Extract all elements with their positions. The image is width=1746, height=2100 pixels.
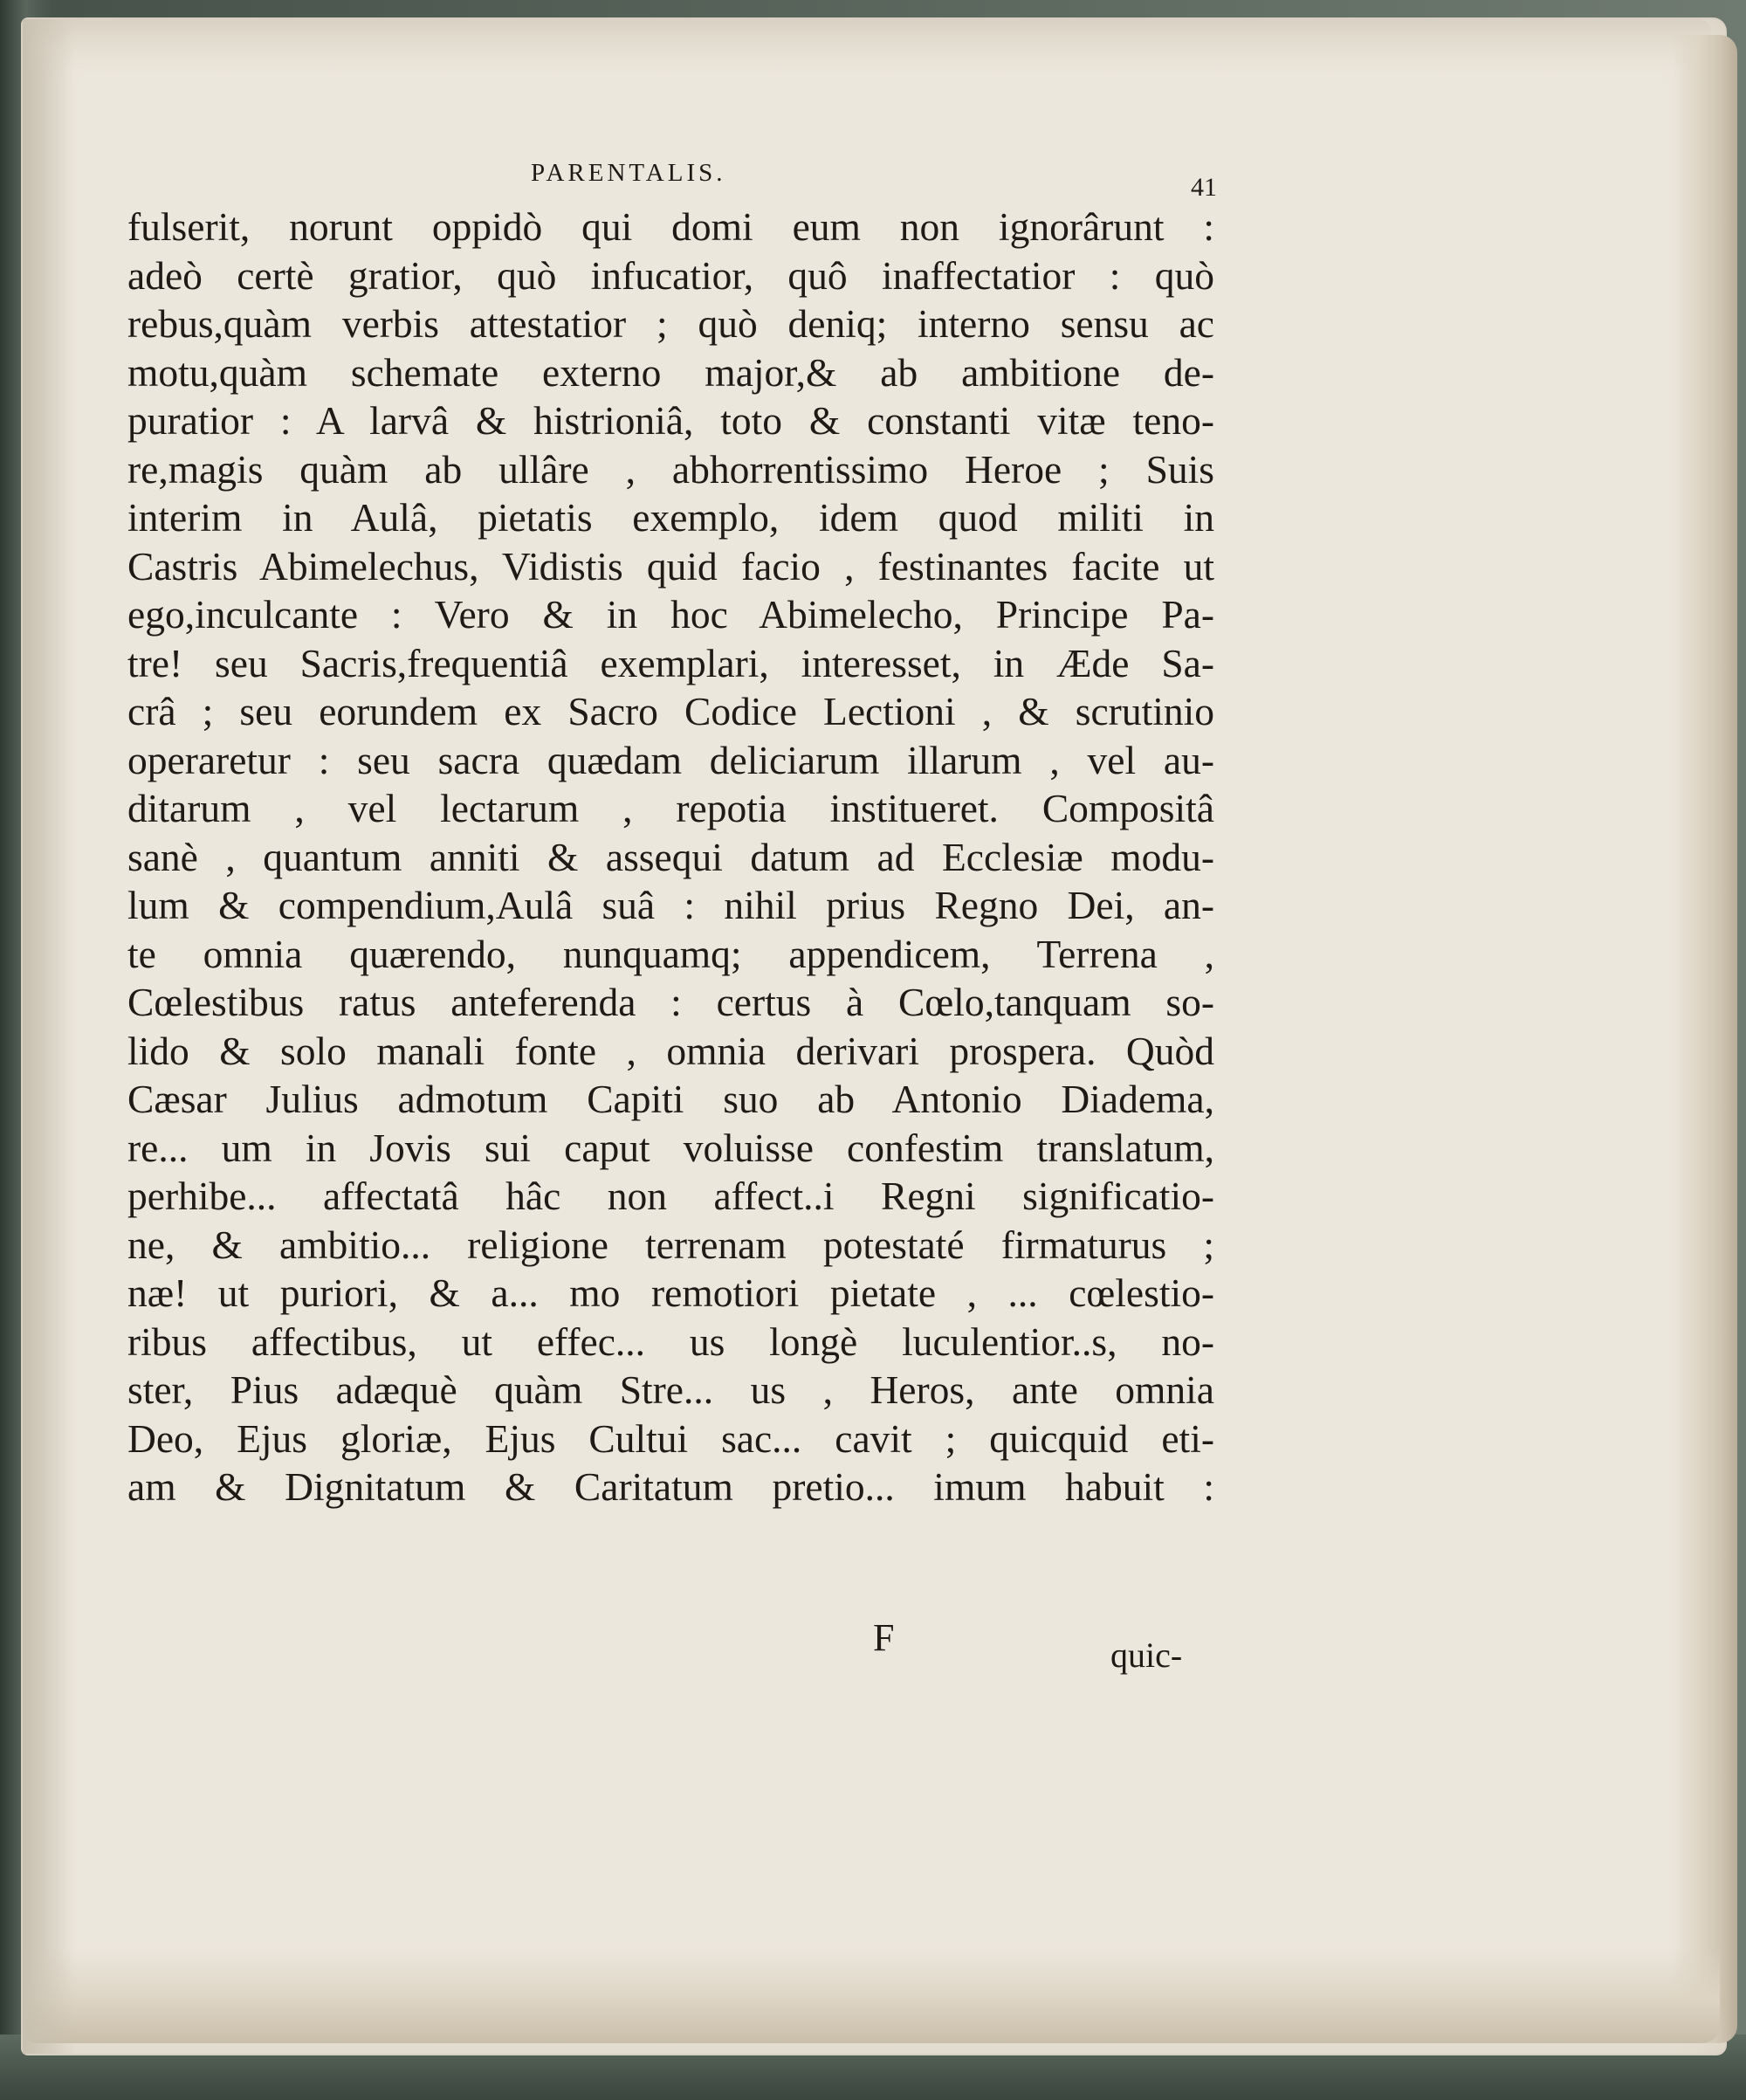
page-number: 41 (1191, 173, 1217, 202)
text-line: te omnia quærendo, nunquamq; appendicem, Terrena , (127, 931, 1214, 976)
body-text (127, 203, 1214, 1511)
text-line: Deo, Ejus gloriæ, Ejus Cultui sac... cavit ; quicquid eti- (127, 1415, 1214, 1461)
text-line: ego,inculcante : Vero & in hoc Abimelecho, Principe Pa- (127, 592, 1214, 637)
text-line: motu,quàm schemate externo major,& ab ambitione de- (127, 349, 1214, 395)
text-line: Cæsar Julius admotum Capiti suo ab Antonio Diadema, (127, 1077, 1214, 1121)
text-line: puratior : A larvâ & histrioniâ, toto & constanti vitæ teno- (127, 398, 1214, 443)
text-line: ribus affectibus, ut effec... us longè luculentior..s, no- (127, 1319, 1214, 1364)
text-line: re... um in Jovis sui caput voluisse confestim translatum, (127, 1125, 1214, 1170)
text-line: adeò certè gratior, quò infucatior, quô inaffectatior : quò (127, 252, 1214, 298)
page-edge-bottom (26, 1947, 1720, 2043)
text-line: rebus,quàm verbis attestatior ; quò deniq; interno sensu ac (127, 301, 1214, 346)
text-line: fulserit, norunt oppidò qui domi eum non ignorârunt : (127, 204, 1214, 249)
page-gutter (23, 19, 75, 2054)
signature-mark: F (873, 1616, 895, 1659)
text-line: ditarum , vel lectarum , repotia institueret. Compositâ (127, 786, 1214, 830)
text-line: interim in Aulâ, pietatis exemplo, idem quod militi in (127, 495, 1214, 540)
text-line: Cœlestibus ratus anteferenda : certus à Cœlo,tanquam so- (127, 980, 1214, 1024)
text-line: Castris Abimelechus, Vidistis quid facio , festinantes facite ut (127, 543, 1214, 589)
text-line: ne, & ambitio... religione terrenam potestaté firmaturus ; (127, 1222, 1214, 1267)
text-line: næ! ut puriori, & a... mo remotiori pietate , ... cœlestio- (127, 1270, 1214, 1315)
text-line: re,magis quàm ab ullâre , abhorrentissimo Heroe ; Suis (127, 446, 1214, 492)
text-line: operaretur : seu sacra quædam deliciarum illarum , vel au- (127, 737, 1214, 782)
text-line: sanè , quantum anniti & assequi datum ad Ecclesiæ modu- (127, 834, 1214, 879)
text-line: lum & compendium,Aulâ suâ : nihil prius Regno Dei, an- (127, 883, 1214, 927)
running-head: PARENTALIS. (531, 159, 726, 187)
text-line: tre! seu Sacris,frequentiâ exemplari, interesset, in Æde Sa- (127, 640, 1214, 685)
text-line: am & Dignitatum & Caritatum pretio... imum habuit : (127, 1464, 1214, 1509)
page-edge-right (1672, 35, 1737, 2043)
text-line: crâ ; seu eorundem ex Sacro Codice Lectioni , & scrutinio (127, 689, 1214, 733)
text-line: lido & solo manali fonte , omnia derivari prospera. Quòd (127, 1028, 1214, 1073)
text-line: perhibe... affectatâ hâc non affect..i Regni significatio- (127, 1174, 1214, 1218)
catchword: quic- (1110, 1635, 1183, 1675)
page-edge-top (26, 19, 1711, 72)
text-line: ster, Pius adæquè quàm Stre... us , Heros, ante omnia (127, 1367, 1214, 1412)
